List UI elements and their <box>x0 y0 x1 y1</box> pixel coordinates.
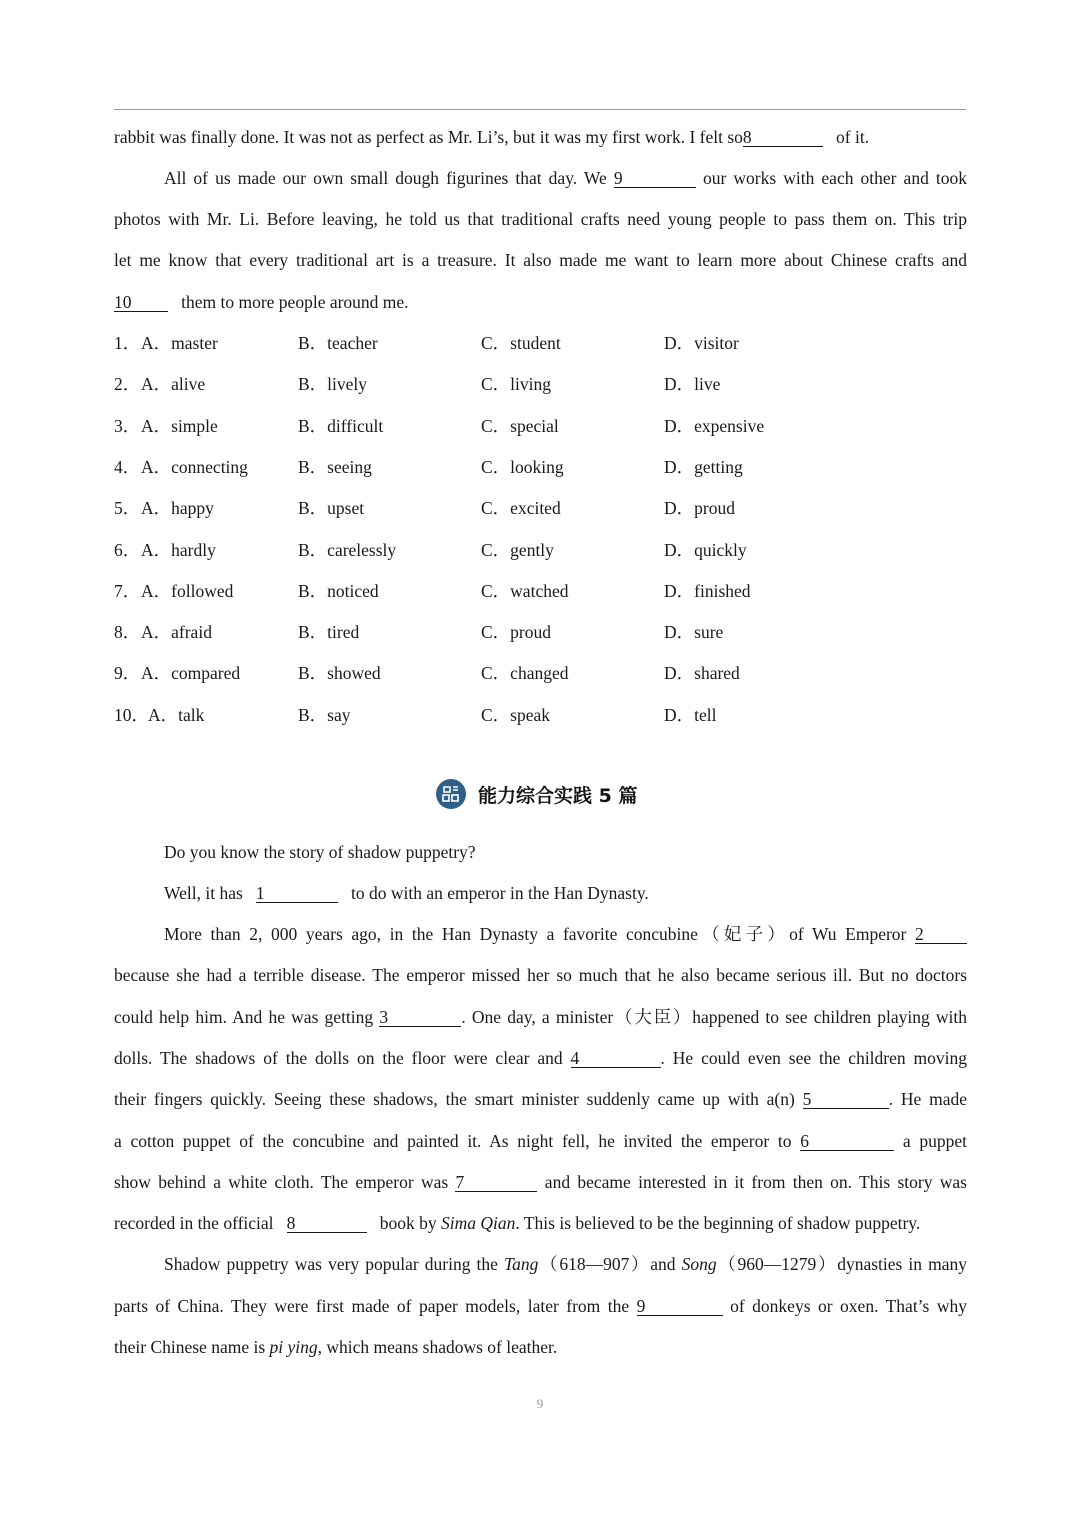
text: to do with an emperor in the Han Dynasty. <box>351 883 649 903</box>
text: . He made <box>888 1089 967 1109</box>
section-badge-icon <box>436 779 466 809</box>
option-b[interactable]: B．difficult <box>298 416 384 436</box>
option-d[interactable]: D．live <box>664 374 721 394</box>
question-number: 5． <box>114 498 141 518</box>
text: . This is believed to be the beginning of shadow puppetry. <box>515 1213 921 1233</box>
text: . He could even see the children moving <box>660 1048 968 1068</box>
blank-10[interactable]: 10 <box>114 293 168 312</box>
option-a[interactable]: A．hardly <box>141 540 216 560</box>
option-b[interactable]: B．noticed <box>298 581 379 601</box>
text: and became interested in it from then on. This story was <box>544 1172 967 1192</box>
passage2-line-10 <box>114 1212 967 1234</box>
text: of it. <box>836 127 870 147</box>
blank-6[interactable]: 6 <box>800 1132 894 1151</box>
text: their Chinese name is <box>114 1337 266 1357</box>
option-c[interactable]: C．proud <box>481 622 551 642</box>
option-c[interactable]: C．special <box>481 416 559 436</box>
blank-4[interactable]: 4 <box>571 1049 661 1068</box>
question-number: 6． <box>114 540 141 560</box>
option-a[interactable]: A．connecting <box>141 457 248 477</box>
option-d[interactable]: D．visitor <box>664 333 739 353</box>
question-number: 8． <box>114 622 141 642</box>
passage2-line-2 <box>164 882 967 904</box>
blank-9[interactable]: 9 <box>614 169 696 188</box>
option-a[interactable]: A．happy <box>141 498 214 518</box>
text: their fingers quickly. Seeing these shadows, the smart minister suddenly came up with a(n) <box>114 1089 795 1109</box>
text: book by <box>379 1213 437 1233</box>
section-title: 能力综合实践 5 篇 <box>478 784 638 807</box>
option-c[interactable]: C．looking <box>481 457 564 477</box>
book-icon <box>441 784 461 804</box>
question-number: 7． <box>114 581 141 601</box>
passage2-line-4: because she had a terrible disease. The emperor missed her so much that he also became serious ill. But no doctors <box>114 965 967 985</box>
passage2-line-1: Do you know the story of shadow puppetry? <box>164 842 476 862</box>
passage1-line-2 <box>164 167 967 189</box>
passage2-line-6 <box>114 1047 967 1069</box>
text: a puppet <box>902 1131 968 1151</box>
passage2-line-12 <box>114 1295 967 1317</box>
passage2-line-8 <box>114 1130 967 1152</box>
option-b[interactable]: B．say <box>298 705 351 725</box>
option-a[interactable]: A．afraid <box>141 622 212 642</box>
passage2-line-11 <box>164 1253 967 1275</box>
passage2-line-9 <box>114 1171 967 1193</box>
blank-7[interactable]: 7 <box>455 1173 537 1192</box>
text: Well, it has <box>164 883 243 903</box>
blank-2[interactable]: 2 <box>915 925 967 944</box>
option-c[interactable]: C．gently <box>481 540 554 560</box>
option-d[interactable]: D．expensive <box>664 416 765 436</box>
blank-1[interactable]: 1 <box>256 884 338 903</box>
text: （618—907）and <box>538 1254 676 1274</box>
option-c[interactable]: C．excited <box>481 498 561 518</box>
option-b[interactable]: B．seeing <box>298 457 372 477</box>
text: our works with each other and took <box>702 168 968 188</box>
text: a cotton puppet of the concubine and painted it. As night fell, he invited the emperor to <box>114 1131 792 1151</box>
blank-3[interactable]: 3 <box>379 1008 461 1027</box>
option-a[interactable]: A．talk <box>148 705 205 725</box>
question-number: 9． <box>114 663 141 683</box>
question-number: 10． <box>114 705 149 725</box>
option-c[interactable]: C．watched <box>481 581 569 601</box>
blank-5[interactable]: 5 <box>803 1090 889 1109</box>
text: show behind a white cloth. The emperor was <box>114 1172 449 1192</box>
option-c[interactable]: C．speak <box>481 705 551 725</box>
option-c[interactable]: C．changed <box>481 663 569 683</box>
text: . One day, a minister（大臣）happened to see children playing with <box>461 1007 968 1027</box>
passage1-line-4: let me know that every traditional art is a treasure. It also made me want to learn more about Chinese crafts and <box>114 250 967 270</box>
option-d[interactable]: D．proud <box>664 498 735 518</box>
text: could help him. And he was getting <box>114 1007 374 1027</box>
question-number: 2． <box>114 374 141 394</box>
option-c[interactable]: C．student <box>481 333 561 353</box>
option-d[interactable]: D．finished <box>664 581 751 601</box>
blank-8[interactable]: 8 <box>743 128 823 147</box>
text: More than 2, 000 years ago, in the Han Dynasty a favorite concubine（妃子）of Wu Emperor <box>164 924 907 944</box>
blank-8[interactable]: 8 <box>287 1214 367 1233</box>
option-d[interactable]: D．sure <box>664 622 724 642</box>
author-name: Sima Qian <box>441 1213 516 1233</box>
text: of donkeys or oxen. That’s why <box>730 1296 967 1316</box>
option-a[interactable]: A．compared <box>141 663 241 683</box>
option-b[interactable]: B．upset <box>298 498 365 518</box>
text: , which means shadows of leather. <box>317 1337 558 1357</box>
text: （960—1279）dynasties in many <box>716 1254 968 1274</box>
passage1-line-5 <box>114 291 967 313</box>
option-b[interactable]: B．showed <box>298 663 381 683</box>
text: dolls. The shadows of the dolls on the floor were clear and <box>114 1048 563 1068</box>
option-d[interactable]: D．tell <box>664 705 717 725</box>
question-number: 4． <box>114 457 141 477</box>
pinyin-term: pi ying <box>269 1337 318 1357</box>
text: parts of China. They were first made of paper models, later from the <box>114 1296 630 1316</box>
passage1-line-3: photos with Mr. Li. Before leaving, he told us that traditional crafts need young people to pass them on. This trip <box>114 209 967 229</box>
passage1-line-1 <box>114 126 967 148</box>
option-b[interactable]: B．carelessly <box>298 540 397 560</box>
passage2-line-7 <box>114 1088 967 1110</box>
option-a[interactable]: A．followed <box>141 581 234 601</box>
text: recorded in the official <box>114 1213 274 1233</box>
question-number: 1． <box>114 333 141 353</box>
option-a[interactable]: A．master <box>141 333 218 353</box>
option-d[interactable]: D．getting <box>664 457 743 477</box>
text: All of us made our own small dough figurines that day. We <box>164 168 607 188</box>
passage2-line-3 <box>164 923 967 945</box>
header-rule <box>114 109 966 110</box>
question-number: 3． <box>114 416 141 436</box>
option-a[interactable]: A．alive <box>141 374 206 394</box>
text: them to more people around me. <box>181 292 409 312</box>
option-b[interactable]: B．lively <box>298 374 368 394</box>
option-b[interactable]: B．teacher <box>298 333 378 353</box>
passage2-line-13 <box>114 1336 967 1358</box>
option-c[interactable]: C．living <box>481 374 552 394</box>
blank-9[interactable]: 9 <box>637 1297 723 1316</box>
passage2-line-5 <box>114 1006 967 1028</box>
option-d[interactable]: D．shared <box>664 663 740 683</box>
text: rabbit was finally done. It was not as perfect as Mr. Li’s, but it was my first work. I felt so <box>114 127 743 147</box>
option-b[interactable]: B．tired <box>298 622 360 642</box>
option-a[interactable]: A．simple <box>141 416 218 436</box>
page-number: 9 <box>536 1396 544 1411</box>
option-d[interactable]: D．quickly <box>664 540 747 560</box>
text: Shadow puppetry was very popular during the <box>164 1254 498 1274</box>
dynasty-name: Tang <box>504 1254 539 1274</box>
section-heading <box>436 778 637 810</box>
dynasty-name: Song <box>681 1254 717 1274</box>
